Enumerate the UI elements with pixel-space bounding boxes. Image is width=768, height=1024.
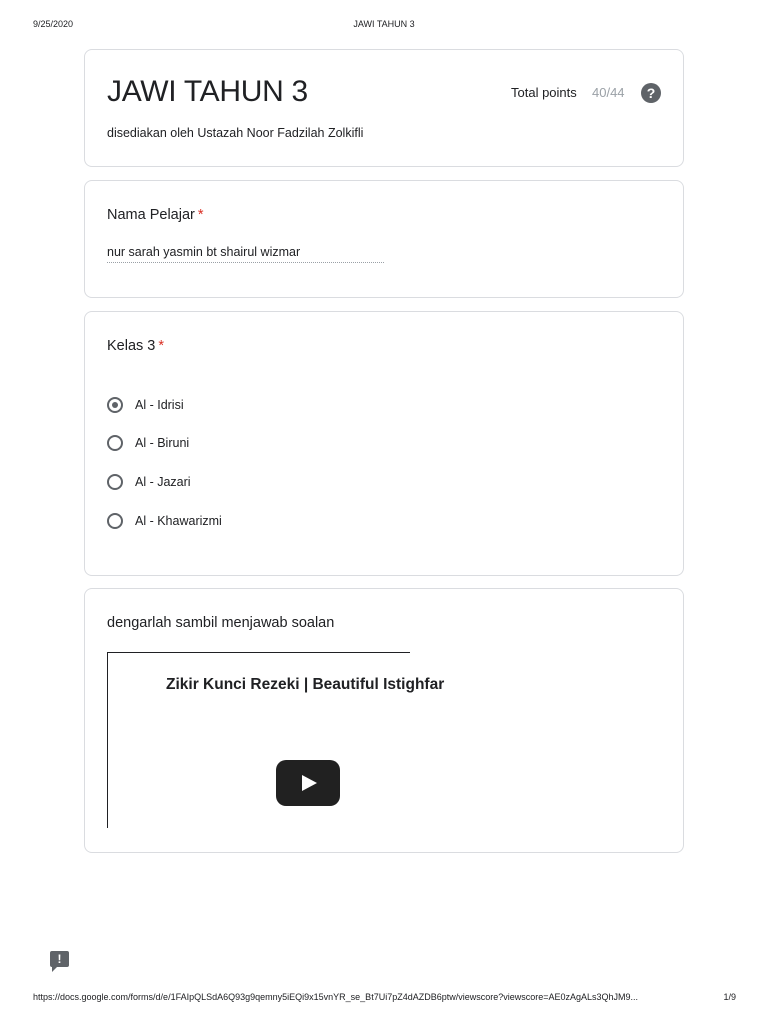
form-title: JAWI TAHUN 3 (107, 75, 308, 108)
total-points-label: Total points (511, 85, 577, 100)
video-section-title: dengarlah sambil menjawab soalan (107, 615, 335, 631)
print-footer (0, 992, 768, 1004)
form-description: disediakan oleh Ustazah Noor Fadzilah Zolkifli (107, 126, 364, 140)
question-title (107, 207, 204, 223)
radio-selected-icon[interactable] (107, 397, 123, 413)
required-asterisk: * (197, 207, 204, 223)
embedded-video[interactable] (107, 652, 445, 828)
print-date: 9/25/2020 (33, 19, 74, 29)
play-icon[interactable] (276, 760, 340, 806)
radio-option[interactable] (107, 511, 407, 531)
feedback-icon[interactable]: ! (50, 951, 69, 967)
question-label: Nama Pelajar (107, 207, 195, 223)
question-label: Kelas 3 (107, 338, 156, 354)
help-icon[interactable]: ? (641, 83, 661, 103)
question-card-nama-pelajar (84, 180, 684, 298)
short-answer-response: nur sarah yasmin bt shairul wizmar (107, 245, 384, 263)
page-number: 1/9 (723, 992, 736, 1002)
form-header-card (84, 49, 684, 167)
page-url: https://docs.google.com/forms/d/e/1FAIpQLSdA6Q93g9qemny5iEQi9x15vnYR_se_Bt7Ui7pZ4dAZDB6ptw/viewscore?viewscore=AE0zAgALs3QhJM9... (33, 992, 639, 1002)
radio-unselected-icon[interactable] (107, 513, 123, 529)
print-header (0, 19, 768, 31)
print-title: JAWI TAHUN 3 (353, 19, 415, 29)
radio-option[interactable] (107, 472, 407, 492)
radio-option-label: Al - Jazari (135, 475, 191, 489)
radio-unselected-icon[interactable] (107, 474, 123, 490)
video-title[interactable]: Zikir Kunci Rezeki | Beautiful Istighfar (166, 676, 445, 693)
radio-option-label: Al - Idrisi (135, 398, 184, 412)
required-asterisk: * (158, 338, 165, 354)
radio-option-label: Al - Biruni (135, 436, 190, 450)
question-card-kelas (84, 311, 684, 576)
radio-unselected-icon[interactable] (107, 435, 123, 451)
radio-option[interactable] (107, 395, 407, 415)
total-points-value: 40/44 (592, 85, 625, 100)
video-card (84, 588, 684, 853)
radio-option[interactable] (107, 433, 407, 453)
radio-option-label: Al - Khawarizmi (135, 514, 222, 528)
question-title (107, 338, 164, 354)
